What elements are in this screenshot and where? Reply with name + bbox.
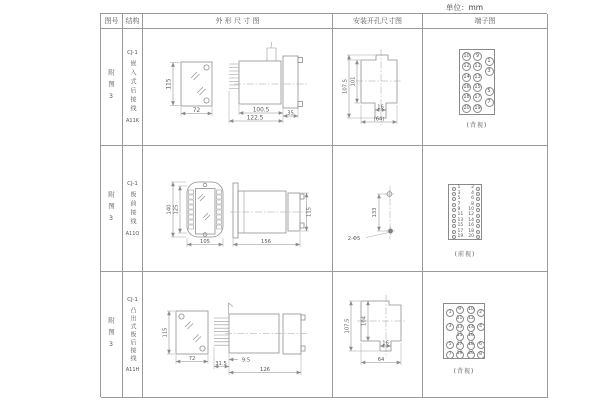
- terminal-number: 16: [468, 223, 474, 229]
- terminal-number: 19: [457, 233, 464, 239]
- structure-r3: 凸出式板后接线: [129, 306, 136, 363]
- terminal-circle: 5: [485, 87, 494, 96]
- terminal-circle: [452, 219, 456, 223]
- terminal-circle: [476, 224, 480, 228]
- terminal-circle: [476, 187, 480, 191]
- terminal-box-a11q: [448, 184, 482, 240]
- code-r3: A11H: [125, 366, 140, 373]
- dim-hole-dist-r2: 133: [372, 207, 378, 218]
- front-view: [167, 62, 213, 116]
- header-structure: 结构: [123, 14, 143, 29]
- dim-flange-r1: 35: [287, 110, 294, 117]
- dim-opening-width-r3: 64: [377, 357, 385, 363]
- dim-mount-outer-r3: 107.5: [344, 318, 351, 334]
- mount-diagram-a11q: [333, 146, 423, 272]
- terminal-circle: [452, 224, 456, 228]
- outline-cell-r3: [143, 272, 333, 398]
- dim-mount-inner-r1: 101: [350, 76, 357, 87]
- terminal-circle: 20: [467, 351, 475, 359]
- front-view: [163, 311, 209, 364]
- figure-no-r1: 附图3: [107, 69, 115, 105]
- figure-no-r2: 附图3: [107, 190, 115, 227]
- structure-cell-r2: [123, 146, 143, 272]
- terminal-circle: [476, 235, 480, 239]
- dim-width-r3: 72: [188, 356, 196, 362]
- code-r2: A11Q: [125, 230, 140, 237]
- terminal-number: 18: [468, 228, 474, 234]
- model-r1: CJ-1: [127, 50, 138, 56]
- terminal-number: 13: [457, 217, 464, 223]
- terminal-circle: [452, 197, 456, 201]
- terminal-view-label-r2: (前视): [454, 251, 476, 258]
- model-r2: CJ-1: [127, 180, 138, 187]
- terminal-circle: 10: [463, 53, 470, 59]
- terminal-circle: 3: [446, 323, 454, 331]
- dim-total-depth-r1: 122.5: [246, 115, 264, 122]
- dim-mount-outer-r1: 107.5: [342, 79, 349, 94]
- terminal-circle: [452, 192, 456, 196]
- terminal-circle: [476, 192, 480, 196]
- terminal-circle: 9: [456, 306, 464, 314]
- dim-slot-width-r3: 16: [382, 340, 389, 347]
- model-r3: CJ-1: [127, 296, 138, 303]
- terminal-circle: 13: [456, 324, 464, 332]
- header-figure-no: 图号: [101, 14, 123, 29]
- terminal-number: 20: [468, 233, 474, 239]
- terminal-circle: 19: [474, 104, 481, 111]
- dim-width-r2: 105: [200, 239, 210, 245]
- structure-cell-r3: [123, 272, 143, 398]
- side-view: [214, 303, 309, 375]
- dim-inner-height-r2: 125: [173, 204, 180, 215]
- terminal-number: 14: [468, 217, 474, 223]
- outline-diagram-a11k: [143, 29, 333, 146]
- terminal-view-label-r3: (背视): [453, 368, 475, 375]
- terminal-circle: 3: [485, 67, 494, 76]
- front-view: [167, 182, 224, 247]
- dim-side-height-r2: 115: [306, 207, 313, 217]
- terminal-circle: 1: [446, 309, 454, 317]
- terminal-circle: 16: [467, 333, 475, 341]
- terminal-circle: 4: [477, 323, 485, 331]
- terminal-number: 1: [457, 185, 461, 191]
- terminal-circle: 18: [467, 342, 475, 350]
- spec-table: [100, 13, 547, 397]
- dim-width-r1: 72: [192, 108, 201, 114]
- header-terminal-diagram: 端子图: [423, 14, 548, 29]
- terminal-circle: 7: [446, 351, 454, 359]
- label-holes-r2: 2-Φ5: [347, 236, 361, 242]
- side-view: [229, 42, 307, 123]
- terminal-circle: 10: [467, 306, 475, 314]
- structure-r2: 板前接线: [129, 190, 136, 227]
- dim-depth-r3: 126: [260, 367, 270, 373]
- terminal-circle: [476, 214, 480, 218]
- dim-depth-r2: 156: [261, 239, 271, 245]
- terminal-circle: [476, 197, 480, 201]
- terminal-number: 15: [457, 223, 464, 229]
- mount-cell-r2: [333, 146, 423, 272]
- terminal-view-label-r1: (背视): [466, 122, 488, 129]
- terminal-circle: [452, 214, 456, 218]
- figure-no-cell-r3: [101, 272, 123, 398]
- terminal-circle: [452, 230, 456, 234]
- mount-cell-r3: [333, 272, 423, 398]
- figure-no-r3: 附图3: [107, 316, 115, 353]
- terminal-circle: [452, 187, 456, 191]
- terminal-number: 4: [471, 190, 474, 196]
- side-view: [230, 183, 313, 247]
- terminal-number: 9: [457, 206, 461, 212]
- terminal-circle: 17: [456, 342, 464, 350]
- terminal-circle: 7: [485, 98, 494, 107]
- terminal-circle: [476, 230, 480, 234]
- terminal-circle: 2: [477, 309, 485, 317]
- terminal-circle: [452, 203, 456, 207]
- terminal-circle: 8: [477, 351, 485, 359]
- terminal-circle: 14: [467, 324, 475, 332]
- terminal-circle: 5: [446, 341, 454, 349]
- terminal-cell-r1: [423, 29, 548, 146]
- terminal-circle: 11: [456, 315, 464, 323]
- terminal-circle: 19: [456, 351, 464, 359]
- terminal-cell-r3: [423, 272, 548, 398]
- outline-diagram-a11h: [143, 272, 333, 398]
- dim-pin-len-r3: 31.5: [215, 361, 227, 367]
- structure-r1: 嵌入式后接线: [129, 60, 136, 114]
- terminal-circle: [476, 219, 480, 223]
- terminal-circle: [476, 208, 480, 212]
- terminal-circle: 15: [474, 83, 481, 90]
- terminal-number: 12: [468, 212, 474, 218]
- outline-cell-r2: [143, 146, 333, 272]
- dim-outer-height-r2: 140: [166, 204, 173, 215]
- figure-no-cell-r1: [101, 29, 123, 146]
- unit-label: 单位：mm: [446, 3, 484, 12]
- code-r1: A11K: [125, 118, 140, 124]
- terminal-circle: 12: [463, 63, 470, 70]
- mount-diagram-a11k: [333, 29, 423, 146]
- terminal-circle: 12: [467, 315, 475, 323]
- terminal-box-a11k: [459, 49, 495, 115]
- terminal-number: 7: [457, 201, 461, 207]
- terminal-cell-r2: [423, 146, 548, 272]
- structure-cell-r1: [123, 29, 143, 146]
- terminal-circle: 16: [463, 83, 470, 90]
- terminal-circle: 18: [463, 94, 470, 101]
- header-outline-dims: 外 形 尺 寸 图: [143, 14, 333, 29]
- dim-opening-width-r1: (64): [373, 116, 385, 123]
- terminal-circle: 14: [463, 73, 470, 80]
- terminal-number: 3: [457, 190, 461, 196]
- mount-cell-r1: [333, 29, 423, 146]
- terminal-circle: 20: [463, 104, 470, 111]
- terminal-number: 17: [457, 228, 464, 234]
- dim-depth-r1: 100.5: [252, 107, 270, 114]
- header-mount-dims: 安装开孔尺寸图: [333, 14, 423, 29]
- mount-diagram-a11h: [333, 272, 423, 398]
- terminal-circle: 15: [456, 333, 464, 341]
- terminal-number: 11: [457, 212, 464, 218]
- terminal-number: 10: [468, 206, 474, 212]
- terminal-box-a11h: [443, 303, 485, 359]
- terminal-circle: 11: [474, 63, 481, 70]
- terminal-circle: [476, 203, 480, 207]
- terminal-circle: [452, 235, 456, 239]
- terminal-circle: [452, 208, 456, 212]
- terminal-circle: 17: [474, 94, 481, 101]
- dim-mount-inner-r3: 104: [361, 316, 368, 326]
- terminal-number: 8: [471, 201, 474, 207]
- terminal-circle: 9: [473, 52, 482, 61]
- terminal-number: 6: [471, 196, 474, 202]
- terminal-number: 5: [457, 196, 461, 202]
- dim-offset-r3: 9.5: [241, 357, 251, 364]
- outline-diagram-a11q: [143, 146, 333, 272]
- dim-slot-width-r1: 16: [377, 104, 384, 111]
- dim-height-r1: 115: [166, 78, 173, 90]
- outline-cell-r1: [143, 29, 333, 146]
- terminal-circle: 6: [477, 341, 485, 349]
- terminal-circle: 13: [474, 73, 481, 80]
- terminal-number: 2: [471, 185, 474, 191]
- terminal-circle: 1: [485, 57, 494, 66]
- dim-height-r3: 115: [162, 327, 169, 338]
- figure-no-cell-r2: [101, 146, 123, 272]
